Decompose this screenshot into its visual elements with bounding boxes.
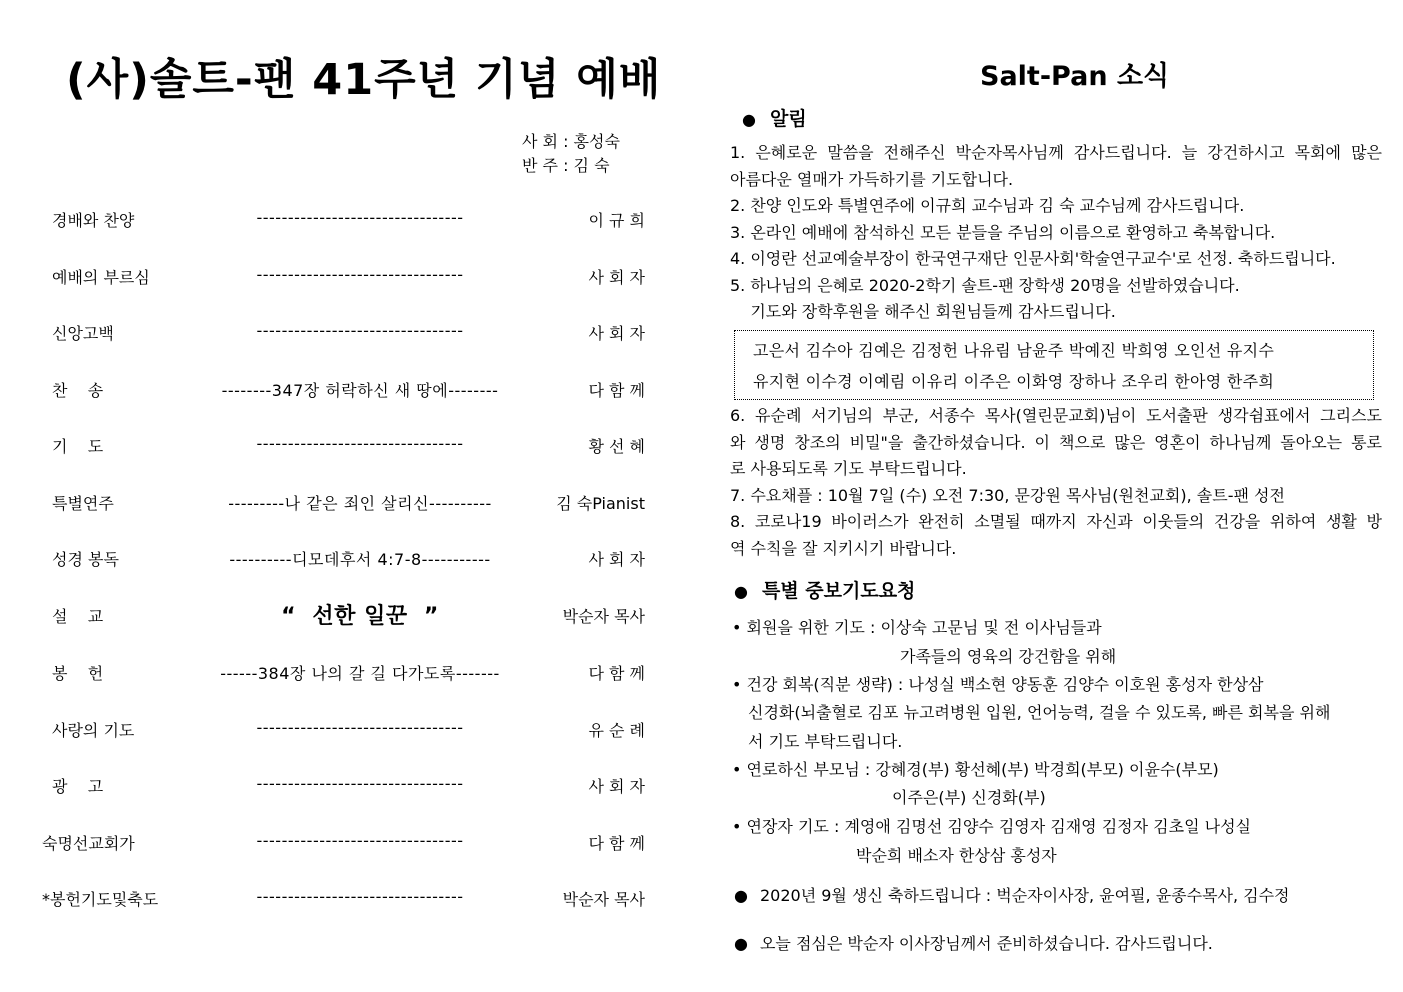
scholar-names-line: 유지현 이수경 이예림 이유리 이주은 이화영 장하나 조우리 한아영 한주희 xyxy=(753,372,1275,391)
notice-line: 5. 하나님의 은혜로 2020-2학기 솔트-팬 장학생 20명을 선발하였습니다. xyxy=(730,275,1240,295)
order-leader: 김 숙Pianist xyxy=(556,494,645,513)
accompanist-line: 반 주 : 김 숙 xyxy=(522,156,610,175)
order-detail: --------------------------------- xyxy=(256,718,464,737)
order-detail: ----------디모데후서 4:7-8----------- xyxy=(229,550,491,569)
order-label: 특별연주 xyxy=(52,494,114,513)
news-title: Salt-Pan 소식 xyxy=(980,61,1170,92)
notice-line: 6. 유순례 서기님의 부군, 서종수 목사(열린문교회)님이 도서출판 생각쉼표에서 그리스도 xyxy=(730,406,1382,425)
prayer-heading: ● 특별 중보기도요청 xyxy=(734,580,916,602)
bullet-icon: ● xyxy=(734,886,748,905)
notice-line: 와 생명 창조의 비밀"을 출간하셨습니다. 이 책으로 많은 영혼이 하나님께 돌아오는 통로 xyxy=(730,432,1382,452)
order-detail: --------------------------------- xyxy=(256,321,464,340)
order-leader: 사 회 자 xyxy=(588,268,645,287)
order-leader: 다 함 께 xyxy=(588,381,645,400)
order-leader: 박순자 목사 xyxy=(562,607,645,626)
news-page xyxy=(730,0,1385,992)
prayer-parents-line: 이주은(부) 신경화(부) xyxy=(892,788,1046,807)
notice-line: 역 수칙을 잘 지키시기 바랍니다. xyxy=(730,538,957,558)
order-row xyxy=(0,487,700,517)
notice-line: 아름다운 열매가 가득하기를 기도합니다. xyxy=(730,169,1014,189)
prayer-elders-line: 박순희 배소자 한상삼 홍성자 xyxy=(856,846,1057,865)
order-row xyxy=(0,430,700,460)
order-label: *봉헌기도및축도 xyxy=(42,890,159,909)
order-row xyxy=(0,261,700,291)
prayer-health-line: 신경화(뇌출혈로 김포 뉴고려병원 입원, 언어능력, 걸을 수 있도록, 빠른 회복을 위해 xyxy=(748,703,1331,722)
notice-list-continued xyxy=(730,403,1382,562)
order-leader: 이 규 희 xyxy=(588,211,645,230)
scholar-names-box xyxy=(734,330,1374,400)
service-hosts xyxy=(522,130,620,178)
prayer-members-line: 가족들의 영육의 강건함을 위해 xyxy=(900,647,1117,666)
order-detail: --------------------------------- xyxy=(256,887,464,906)
order-leader: 박순자 목사 xyxy=(562,890,645,909)
order-leader: 황 선 혜 xyxy=(588,437,645,456)
order-label: 기 도 xyxy=(52,437,104,456)
prayer-members-line: • 회원을 위한 기도 : 이상숙 고문님 및 전 이사님들과 xyxy=(732,618,1102,637)
order-row xyxy=(0,714,700,744)
service-title: (사)솔트-팬 41주년 기념 예배 xyxy=(66,55,662,105)
order-detail: --------------------------------- xyxy=(256,208,464,227)
order-row xyxy=(0,770,700,800)
bullet-icon: ● xyxy=(734,582,748,601)
order-label: 신앙고백 xyxy=(52,324,114,343)
order-label: 경배와 찬양 xyxy=(52,211,135,230)
worship-order-page xyxy=(0,0,700,992)
order-leader: 사 회 자 xyxy=(588,777,645,796)
order-row xyxy=(0,600,700,630)
order-label: 예배의 부르심 xyxy=(52,268,150,287)
order-leader: 다 함 께 xyxy=(588,664,645,683)
host-line: 사 회 : 홍성숙 xyxy=(522,132,620,151)
order-label: 사랑의 기도 xyxy=(52,721,135,740)
order-detail: --------------------------------- xyxy=(256,434,464,453)
notice-line: 8. 코로나19 바이러스가 완전히 소멸될 때까지 자신과 이웃들의 건강을 위하여 생활 방 xyxy=(730,512,1382,531)
order-detail: --------------------------------- xyxy=(256,831,464,850)
scholar-names-line: 고은서 김수아 김예은 김정헌 나유림 남윤주 박예진 박희영 오인선 유지수 xyxy=(753,341,1275,360)
notice-line: 4. 이영란 선교예술부장이 한국연구재단 인문사회'학술연구교수'로 선정. 축하드립니다. xyxy=(730,249,1336,268)
order-label: 설 교 xyxy=(52,607,104,626)
order-row xyxy=(0,204,700,234)
prayer-health-line: • 건강 회복(직분 생략) : 나성실 백소현 양동훈 김양수 이호원 홍성자 한상삼 xyxy=(732,675,1264,694)
notice-line: 기도와 장학후원을 해주신 회원님들께 감사드립니다. xyxy=(730,302,1116,321)
order-detail: ------384장 나의 갈 길 다가도록------- xyxy=(220,664,500,683)
notice-line: 1. 은혜로운 말씀을 전해주신 박순자목사님께 감사드립니다. 늘 강건하시고 목회에 많은 xyxy=(730,143,1382,162)
prayer-parents-line: • 연로하신 부모님 : 강혜경(부) 황선혜(부) 박경희(부모) 이윤수(부모) xyxy=(732,760,1219,779)
order-detail: --------347장 허락하신 새 땅에-------- xyxy=(221,381,499,400)
sermon-title: “ 선한 일꾼 ” xyxy=(281,604,439,629)
order-leader: 유 순 례 xyxy=(588,721,645,740)
order-row xyxy=(0,883,700,913)
notice-line: 2. 찬양 인도와 특별연주에 이규희 교수님과 김 숙 교수님께 감사드립니다. xyxy=(730,196,1245,215)
notice-line: 3. 온라인 예배에 참석하신 모든 분들을 주님의 이름으로 환영하고 축복합니다. xyxy=(730,222,1276,242)
order-leader: 사 회 자 xyxy=(588,324,645,343)
notice-heading: ● 알림 xyxy=(742,108,807,130)
order-row xyxy=(0,543,700,573)
bullet-icon: ● xyxy=(734,934,748,953)
order-leader: 다 함 께 xyxy=(588,834,645,853)
notice-list xyxy=(730,140,1382,326)
order-row xyxy=(0,657,700,687)
prayer-elders-line: • 연장자 기도 : 계영애 김명선 김양수 김영자 김재영 김정자 김초일 나성실 xyxy=(732,817,1251,836)
order-label: 광 고 xyxy=(52,777,104,796)
lunch-notice: ● 오늘 점심은 박순자 이사장님께서 준비하셨습니다. 감사드립니다. xyxy=(734,934,1213,953)
notice-line: 7. 수요채플 : 10월 7일 (수) 오전 7:30, 문강원 목사님(원천교회), 솔트-팬 성전 xyxy=(730,485,1285,505)
order-label: 숙명선교회가 xyxy=(42,834,135,853)
birthday-notice: ● 2020년 9월 생신 축하드립니다 : 벅순자이사장, 윤여필, 윤종수목사, 김수정 xyxy=(734,886,1290,905)
bullet-icon: ● xyxy=(742,110,756,129)
order-detail: --------------------------------- xyxy=(256,265,464,284)
order-row xyxy=(0,374,700,404)
order-row xyxy=(0,317,700,347)
order-leader: 사 회 자 xyxy=(588,550,645,569)
order-row xyxy=(0,827,700,857)
notice-line: 로 사용되도록 기도 부탁드립니다. xyxy=(730,459,967,478)
order-detail: --------------------------------- xyxy=(256,774,464,793)
order-label: 찬 송 xyxy=(52,381,104,400)
prayer-health-line: 서 기도 부탁드립니다. xyxy=(748,732,903,751)
order-label: 성경 봉독 xyxy=(52,550,119,569)
order-label: 봉 헌 xyxy=(52,664,104,683)
order-detail: ---------나 같은 죄인 살리신---------- xyxy=(228,494,492,513)
